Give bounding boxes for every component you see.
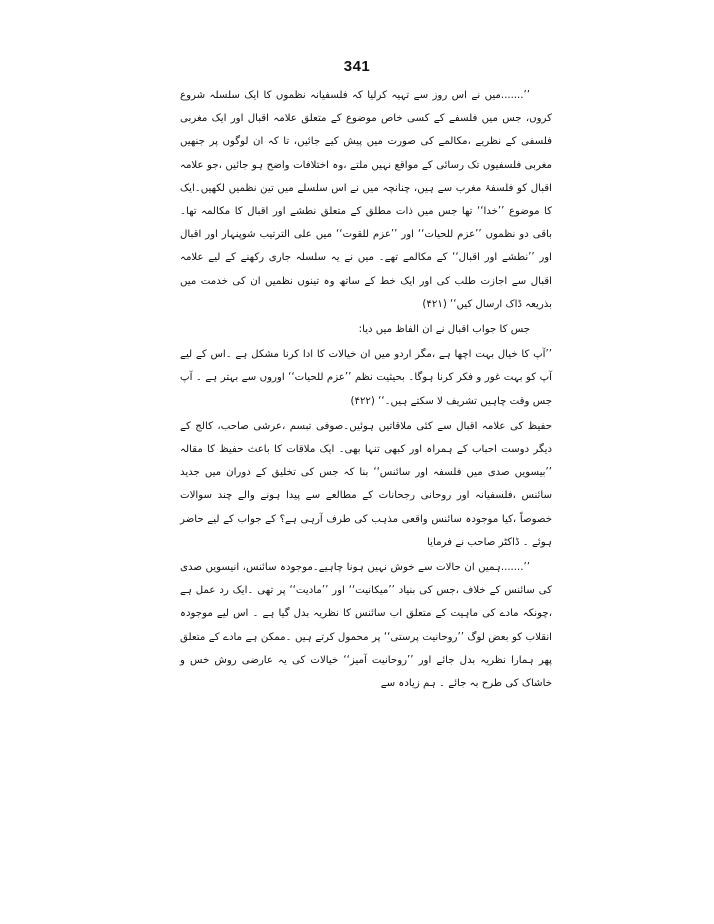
body-text — [180, 84, 552, 695]
paragraph: جس کا جواب اقبال نے ان الفاظ میں دیا: — [358, 324, 530, 336]
paragraph: ’’آپ کا خیال بہت اچھا ہے ،مگر اردو میں ان خیالات کا ادا کرنا مشکل ہے ۔اس کے لیے آپ کو بہت غور و فکر کرنا ہوگا۔ بحیثیت نظم ’’عزم للحیات‘‘ اوروں سے بہتر ہے ۔ آپ جس وقت چاہیں تشریف لا سکتے ہیں۔‘‘ (۴۲۲) — [180, 349, 552, 407]
paragraph: ’’.......ہمیں ان حالات سے خوش نہیں ہونا چاہیے۔موجودہ سائنس، انیسویں صدی کی سائنس کے خلاف ،جس کی بنیاد ’’میکانیت‘‘ اور ’’مادیت‘‘ پر تھی ۔ایک رد عمل ہے ،چونکہ مادے کی ماہیت کے متعلق اب سائنس کا نظریہ بدل گیا ہے ۔ اس لیے موجودہ انقلاب کو بعض لوگ ’’روحانیت پرستی‘‘ پر محمول کرتے ہیں ۔ممکن ہے مادے کے متعلق پھر ہمارا نظریہ بدل جائے اور ’’روحانیت آمیز‘‘ خیالات کی یہ عارضی روش خس و خاشاک کی طرح بہ جائے ۔ ہم زیادہ سے — [180, 562, 552, 690]
page-number: 341 — [343, 58, 371, 75]
paragraph: ’’.......میں نے اس روز سے تہیہ کرلیا کہ فلسفیانہ نظموں کا ایک سلسلہ شروع کروں، جس میں فلسفے کے کسی خاص موضوع کے متعلق علامہ اقبال اور ایک مغربی فلسفی کے نظریے ،مکالمے کی صورت میں پیش کیے جائیں، تا کہ ان لوگوں پر جنھیں مغربی فلسفیوں تک رسائی کے مواقع نہیں ملتے ،وہ اختلافات واضح ہو جائیں ،جو علامہ اقبال کو فلسفۂ مغرب سے ہیں، چنانچہ میں نے اس سلسلے میں تین نظمیں لکھیں۔ایک کا موضوع ’’خدا‘‘ تھا جس میں ذات مطلق کے متعلق نطشے اور اقبال کا مکالمہ تھا۔ باقی دو نظموں ’’عزم للحیات‘‘ اور ’’عزم للقوت‘‘ میں علی الترتیب شوپنہار اور اقبال اور ’’نطشے اور اقبال‘‘ کے مکالمے تھے۔ میں نے یہ سلسلہ جاری رکھنے کے لیے علامہ اقبال سے اجازت طلب کی اور ایک خط کے ساتھ وہ تینوں نظمیں ان کی خدمت میں بذریعہ ڈاک ارسال کیں‘‘ (۴۲۱) — [180, 90, 552, 310]
paragraph: حفیظ کی علامہ اقبال سے کئی ملاقاتیں ہوئیں۔صوفی تبسم ،عرشی صاحب، کالج کے دیگر دوست احباب کے ہمراہ اور کبھی تنہا بھی۔ ایک ملاقات کا باعث حفیظ کا مقالہ ’’بیسویں صدی میں فلسفہ اور سائنس‘‘ بنا کہ جس کی تخلیق کے دوران میں جدید سائنس ،فلسفیانہ اور روحانی رجحانات کے مطالعے سے پیدا ہونے والے چند سوالات خصوصاً ،کیا موجودہ سائنس واقعی مذہب کی طرف آرہی ہے؟ کے جواب کے لیے حاضر ہوئے ۔ ڈاکٹر صاحب نے فرمایا — [180, 420, 552, 548]
